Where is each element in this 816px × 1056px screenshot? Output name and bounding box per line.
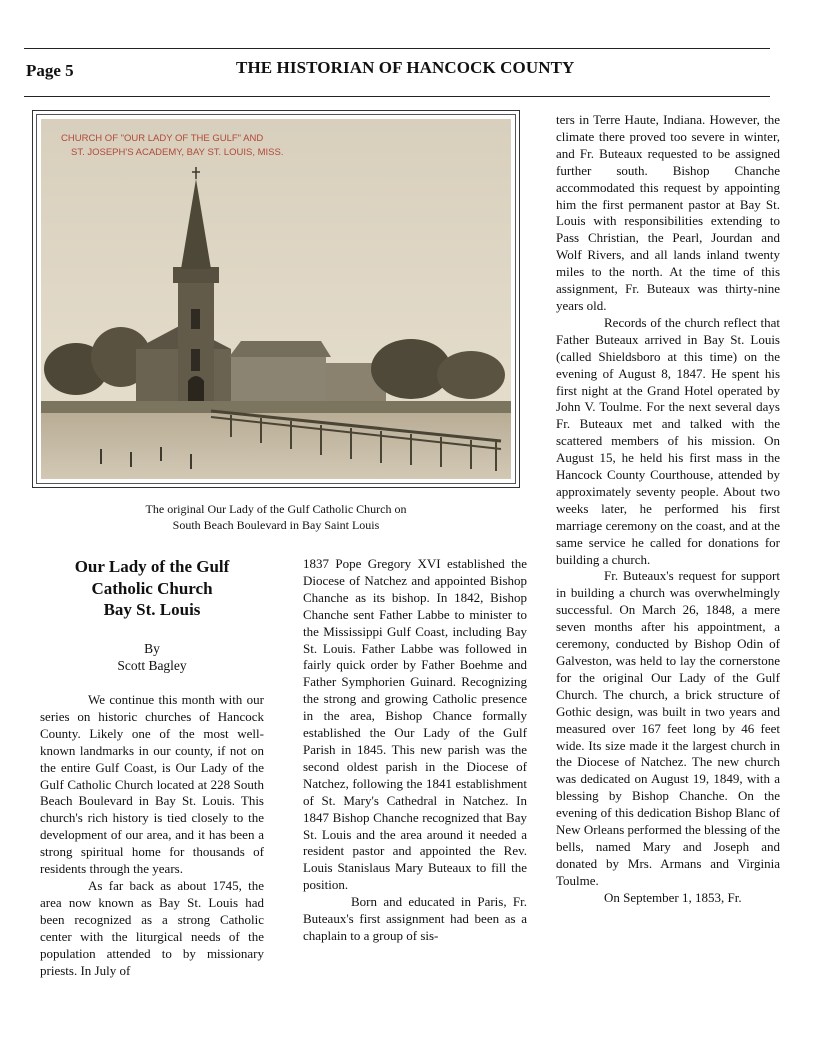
header-top-rule — [24, 48, 770, 49]
paragraph: 1837 Pope Gregory XVI established the Diocese of Natchez and appointed Bishop Chanche as its bishop. In 1842, Bishop Chanche sent Father Labbe to minister to the Mississippi Gulf Coast, including Bay St. Louis. Father Labbe was followed in fairly quick order by Father Boehme and Father Symphorien Guinard. Recognizing the strong and growing Catholic presence in the area, Bishop Chance formally established the Our Lady of the Gulf Parish in 1845. This new parish was the second oldest parish in the Diocese of Natchez, following the 1841 establishment of St. Mary's Cathedral in Natchez. In 1847 Bishop Chanche recognized that Bay St. Louis and the area around it needed a resident pastor and appointed the Rev. Louis Stanislaus Mary Buteaux to fill the position. — [303, 556, 527, 893]
article-title-line1: Our Lady of the Gulf — [74, 557, 230, 576]
church-photo — [32, 110, 520, 488]
page-number: Page 5 — [26, 61, 74, 80]
article-column-3 — [556, 112, 780, 907]
article-title-line3: Bay St. Louis — [103, 600, 201, 619]
paragraph: ters in Terre Haute, Indiana. However, the climate there proved too severe in winter, and Fr. Buteaux requested to be assigned further south. Bishop Chanche accommodated this request by appointing him the first permanent pastor at Bay St. Louis with responsibilities extending to Pass Christian, the Pearl, Jourdan and Wolf Rivers, and all lands inland twenty miles to the north. At the time of this assignment, Fr. Buteaux was thirty-nine years old. — [556, 112, 780, 313]
article-column-2 — [303, 556, 527, 945]
caption-line2: South Beach Boulevard in Bay Saint Louis — [172, 518, 380, 532]
photo-caption — [100, 501, 452, 533]
photo-inner-frame — [36, 114, 516, 484]
paragraph: On September 1, 1853, Fr. — [604, 889, 742, 905]
publication-title: THE HISTORIAN OF HANCOCK COUNTY — [236, 58, 575, 77]
paragraph: Fr. Buteaux's request for support in building a church was overwhelmingly successful. On March 26, 1848, a mere seven months after his appointment, a ceremony, conducted by Bishop Odin of Galveston, was held to lay the cornerstone for the original Our Lady of the Gulf Church. The church, a brick structure of Gothic design, was built in two years and measured over 167 feet long by 46 feet wide. Its size made it the largest church in the Diocese of Natchez. The new church was dedicated on August 19, 1849, with a blessing by Bishop Chanche. On the evening of this dedication Bishop Blanc of New Orleans performed the blessing of the bells, named Mary and Joseph and donated by Mrs. Armans and Virginia Toulme. — [556, 568, 780, 888]
postcard-caption-line1: CHURCH OF "OUR LADY OF THE GULF" AND — [61, 133, 264, 144]
article-title — [40, 556, 264, 621]
paragraph: Born and educated in Paris, Fr. Buteaux's first assignment had been as a chaplain to a group of sis- — [303, 894, 527, 943]
church-postcard-image — [41, 119, 511, 479]
article-column-1 — [40, 692, 264, 979]
byline-author: Scott Bagley — [117, 658, 187, 673]
paragraph: As far back as about 1745, the area now known as Bay St. Louis had been recognized as a strong Catholic center with the liturgical needs of the population attended to by missionary priests. In July of — [40, 877, 264, 978]
postcard-caption-line2: ST. JOSEPH'S ACADEMY, BAY ST. LOUIS, MISS. — [71, 147, 284, 158]
byline — [40, 640, 264, 674]
paragraph: Records of the church reflect that Father Buteaux arrived in Bay St. Louis (called Shieldsboro at this time) on the evening of August 8, 1847. He spent his first night at the Grand Hotel operated by John V. Toulme. For the next several days Fr. Buteaux met and talked with the scattered members of his mission. On August 15, he held his first mass in the Hancock County Courthouse, attended by approximately seventy people. About two weeks later, he performed his first marriage ceremony on the coast, and at the same service he called for donations for building a church. — [556, 314, 780, 567]
paragraph: We continue this month with our series on historic churches of Hancock County. Likely one of the most well-known landmarks in our county, if not on the entire Gulf Coast, is Our Lady of the Gulf Catholic Church located at 228 South Beach Boulevard in Bay St. Louis. This church's rich history is tied closely to the development of our area, and it has been a strong spiritual home for thousands of residents through the years. — [40, 692, 264, 877]
article-title-line2: Catholic Church — [91, 578, 213, 598]
byline-by: By — [144, 641, 160, 656]
caption-line1: The original Our Lady of the Gulf Catholic Church on — [145, 502, 407, 516]
header-bottom-rule — [24, 96, 770, 97]
